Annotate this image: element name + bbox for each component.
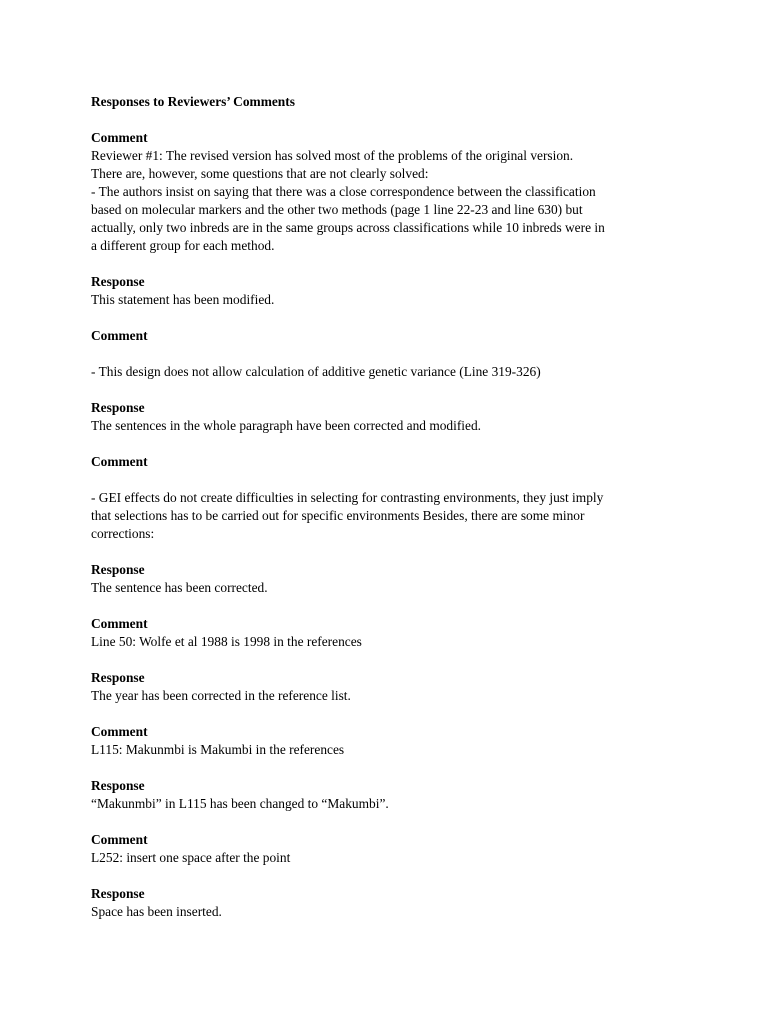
comment-line: L115: Makunmbi is Makumbi in the references: [91, 742, 345, 757]
comment-line: L252: insert one space after the point: [91, 850, 291, 865]
response-label: Response: [91, 562, 145, 577]
comment-line: Line 50: Wolfe et al 1988 is 1998 in the references: [91, 634, 362, 649]
comment-label: Comment: [91, 130, 148, 145]
response-label: Response: [91, 274, 145, 289]
response-block: [91, 273, 691, 309]
comment-label: Comment: [91, 832, 148, 847]
comment-line: - This design does not allow calculation of additive genetic variance (Line 319-326): [91, 364, 541, 379]
response-block: [91, 885, 691, 921]
response-label: Response: [91, 886, 145, 901]
response-line: The sentence has been corrected.: [91, 580, 268, 595]
comment-line: that selections has to be carried out for specific environments Besides, there are some minor: [91, 508, 585, 523]
comment-line: Reviewer #1: The revised version has solved most of the problems of the original version.: [91, 148, 574, 163]
comment-block: [91, 723, 691, 759]
comment-line: - GEI effects do not create difficulties in selecting for contrasting environments, they just imply: [91, 490, 604, 505]
comment-line: There are, however, some questions that are not clearly solved:: [91, 166, 429, 181]
response-block: [91, 669, 691, 705]
document-page: [91, 93, 691, 921]
comment-block: [91, 615, 691, 651]
response-block: [91, 399, 691, 435]
response-block: [91, 777, 691, 813]
comment-label: Comment: [91, 454, 148, 469]
response-line: The sentences in the whole paragraph have been corrected and modified.: [91, 418, 482, 433]
response-label: Response: [91, 670, 145, 685]
comment-line: based on molecular markers and the other two methods (page 1 line 22-23 and line 630) but: [91, 202, 583, 217]
comment-line: corrections:: [91, 526, 155, 541]
blank-line: [91, 471, 691, 489]
comment-line: - The authors insist on saying that there was a close correspondence between the classification: [91, 184, 596, 199]
comment-label: Comment: [91, 328, 148, 343]
response-label: Response: [91, 778, 145, 793]
response-line: This statement has been modified.: [91, 292, 275, 307]
comment-label: Comment: [91, 724, 148, 739]
comment-label: Comment: [91, 616, 148, 631]
comment-block: [91, 327, 691, 381]
comment-line: actually, only two inbreds are in the same groups across classifications while 10 inbreds were in: [91, 220, 605, 235]
blank-line: [91, 345, 691, 363]
comment-block: [91, 129, 691, 255]
comment-line: a different group for each method.: [91, 238, 275, 253]
response-line: “Makunmbi” in L115 has been changed to “Makumbi”.: [91, 796, 389, 811]
comment-block: [91, 453, 691, 543]
response-line: The year has been corrected in the reference list.: [91, 688, 351, 703]
comment-block: [91, 831, 691, 867]
response-block: [91, 561, 691, 597]
document-title: Responses to Reviewers’ Comments: [91, 94, 295, 109]
response-line: Space has been inserted.: [91, 904, 222, 919]
response-label: Response: [91, 400, 145, 415]
